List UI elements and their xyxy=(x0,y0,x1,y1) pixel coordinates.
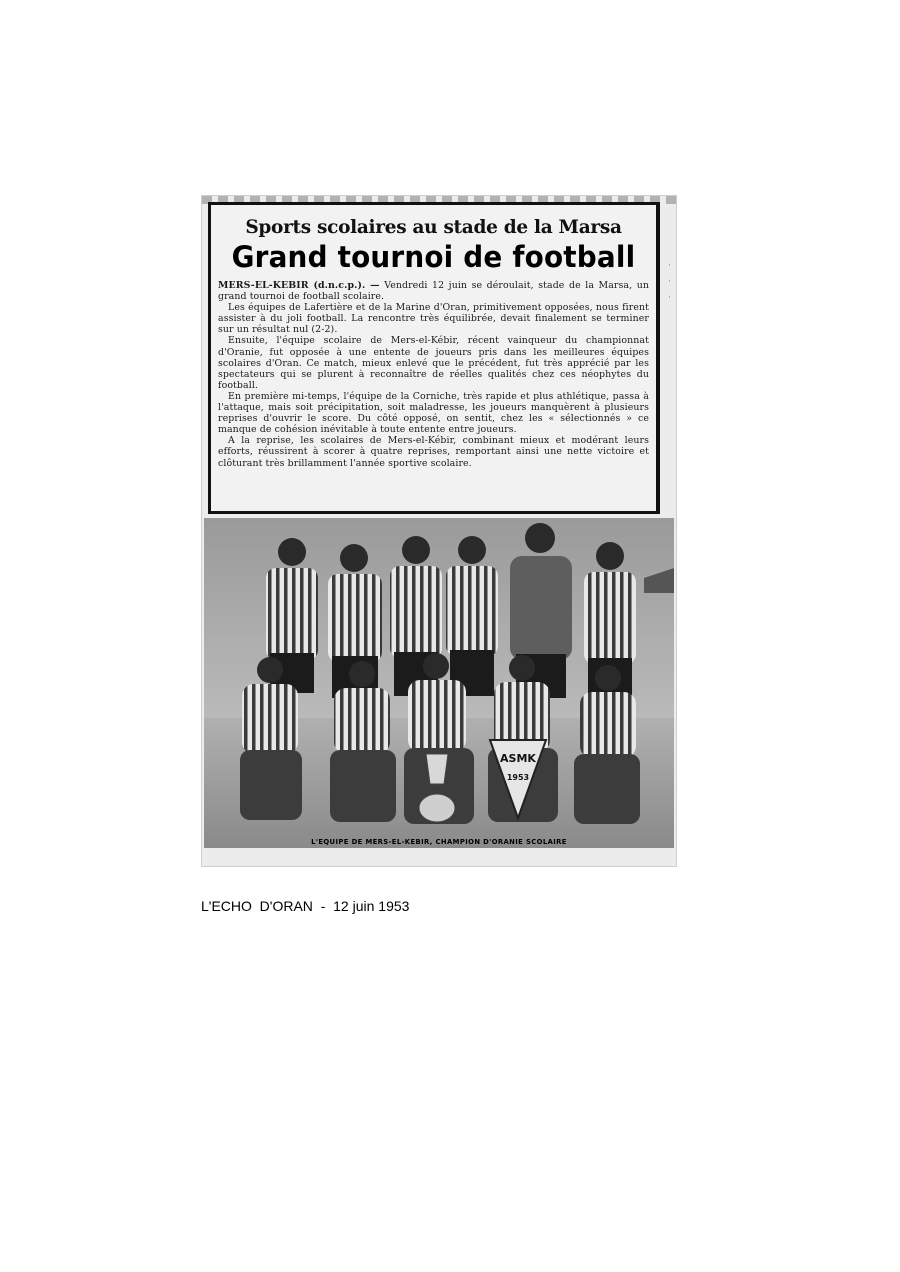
pennant-text: ASMK xyxy=(500,752,536,765)
article-paragraph-4: En première mi-temps, l'équipe de la Corniche, très rapide et plus athlétique, passa à l'attaque, mais soit précipitation, soit maladresse, les joueurs manquèrent à plusieurs reprises d'ouvrir le score. Du côté opposé, on sentit, chez les « sélectionnés » ce manque de cohésion inévitable à toute entente entre joueurs. xyxy=(218,390,649,436)
football xyxy=(419,794,455,822)
article-paragraph-2: Les équipes de Lafertière et de la Marine d'Oran, primitivement opposées, nous firent assister à du joli football. La rencontre très équilibrée, devait finalement se terminer sur un résultat nul (2-2). xyxy=(218,302,649,336)
margin-glyph: · xyxy=(668,261,671,271)
team-photo-illustration xyxy=(204,518,674,848)
photo-caption: L'EQUIPE DE MERS-EL-KEBIR, CHAMPION D'ORANIE SCOLAIRE xyxy=(311,838,567,846)
article-paragraph-1 xyxy=(218,280,649,302)
source-citation: L'ECHO D'ORAN - 12 juin 1953 xyxy=(201,898,410,914)
margin-glyph: · xyxy=(668,277,671,287)
article-headline: Grand tournoi de football xyxy=(231,240,636,274)
article-paragraph-3: Ensuite, l'équipe scolaire de Mers-el-Kébir, récent vainqueur du championnat d'Oranie, fut opposée à une entente de joueurs pris dans les meilleures équipes scolaires d'Oran. Ce match, mieux enlevé que le précédent, fut très apprécié par les spectateurs qui se plurent à reconnaître de réelles qualités chez ces néophytes du football. xyxy=(218,335,649,391)
article-kicker: Sports scolaires au stade de la Marsa xyxy=(245,217,622,238)
margin-glyph: · xyxy=(668,293,671,303)
paragraph-1-text: Vendredi 12 juin se déroulait, stade de la Marsa, un grand tournoi de football scolaire. xyxy=(218,280,649,303)
newspaper-clipping xyxy=(202,196,676,866)
team-photo xyxy=(204,518,674,848)
article-box xyxy=(208,202,660,514)
article-dateline: MERS-EL-KEBIR (d.n.c.p.). — xyxy=(218,280,380,291)
trophy-cup xyxy=(426,754,448,784)
margin-marks xyxy=(668,258,671,306)
pennant-year: 1953 xyxy=(506,773,530,782)
article-body xyxy=(218,280,649,469)
article-paragraph-5: A la reprise, les scolaires de Mers-el-Kébir, combinant mieux et modérant leurs efforts, réussirent à scorer à quatre reprises, remportant ainsi une nette victoire et clôturant très brillamment l'année sportive scolaire. xyxy=(218,435,649,469)
